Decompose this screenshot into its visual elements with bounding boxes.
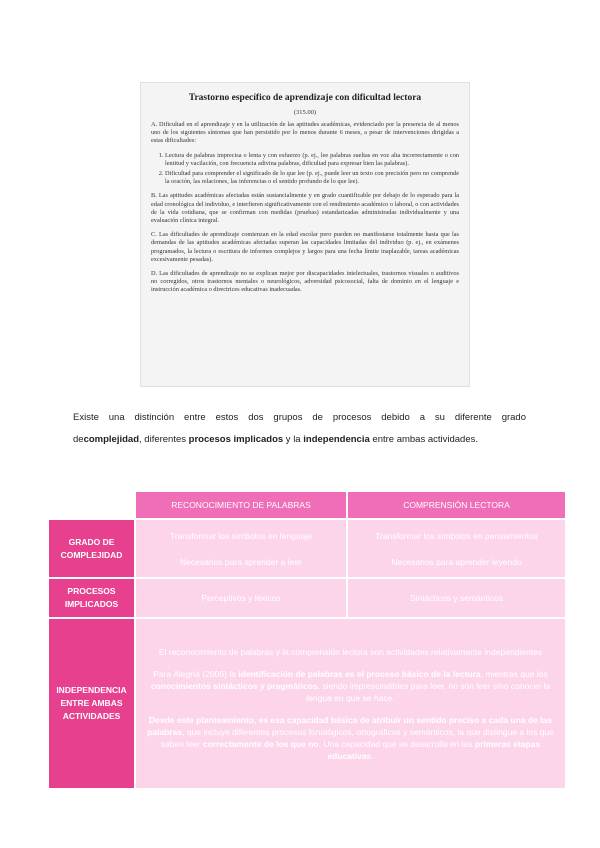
criterion-c: C. Las dificultades de aprendizaje comienzan en la edad escolar pero pueden no manifestarse totalmente hasta que las demandas de las aptitudes académicas afectadas superan las capacidades limitadas del individuo (p. ej., en exámenes programados, la lectura o escritura de informes complejos y largos para una fecha límite inaplazable, tareas académicas excesivamente pesadas).	[151, 231, 459, 263]
criterion-a-item-2: 2. Dificultad para comprender el significado de lo que lee (p. ej., puede leer un texto con precisión pero no comprende la oración, las relaciones, las inferencias o el sentido profundo de lo que lee).	[165, 170, 459, 186]
table-row	[49, 520, 565, 577]
intro-text-1: Existe una distinción entre estos dos grupos de procesos debido a su diferente grado de	[73, 412, 526, 445]
cell-complejidad-reconocimiento: Transformar los símbolos en lenguaje Necesarios para aprender a leer	[136, 520, 346, 577]
header-reconocimiento: RECONOCIMIENTO DE PALABRAS	[136, 492, 346, 518]
table-row	[49, 619, 565, 788]
independencia-p1: El reconocimiento de palabras y la comprensión lectora son actividades relativamente independientes	[158, 646, 543, 657]
cell-complejidad-comprension: Transformar los símbolos en pensamientos Necesarios para aprender leyendo	[348, 520, 565, 577]
cell-procesos-comprension: Sintácticos y semánticos	[348, 579, 565, 617]
criterion-d: D. Las dificultades de aprendizaje no se explican mejor por discapacidades intelectuales, trastornos visuales o auditivos no corregidos, otros trastornos mentales o neurológicos, adversidad psicosocial, falta de dominio en el lenguaje e instrucción académica o directrices educativas inadecuadas.	[151, 270, 459, 294]
row-header-complejidad: GRADO DE COMPLEJIDAD	[49, 520, 134, 577]
row-header-procesos: PROCESOS IMPLICADOS	[49, 579, 134, 617]
intro-bold-independencia: independencia	[303, 434, 370, 445]
header-comprension: COMPRENSIÓN LECTORA	[348, 492, 565, 518]
intro-bold-complejidad: complejidad	[83, 434, 140, 445]
cell-independencia	[136, 619, 565, 788]
table-corner	[49, 492, 134, 518]
scan-title: Trastorno específico de aprendizaje con dificultad lectora	[188, 93, 422, 103]
criterion-b: B. Las aptitudes académicas afectadas están sustancialmente y en grado cuantificable por debajo de lo esperado para la edad cronológica del individuo, e interfieren significativamente con el rendimiento académico o laboral, o con actividades de la vida cotidiana, que se confirman con medidas (pruebas) estandarizadas administradas individualmente y una evaluación clínica integral.	[151, 192, 459, 225]
intro-text-2: , diferentes	[139, 434, 187, 445]
criterion-a-item-1: 1. Lectura de palabras imprecisa o lenta y con esfuerzo (p. ej., lee palabras sueltas en voz alta incorrectamente o con lentitud y vacilación, con frecuencia adivina palabras, dificultad para expresar bien las palabras).	[165, 152, 459, 168]
independencia-p3: Desde este planteamiento, es esa capacidad básica de atribuir un sentido preciso a cada una de las palabras, que incluye diferentes procesos fonológicos, ortográficos y semánticos, la que distingue a los que saben leer correctamente de los que no. Una capacidad que se desarrolla en las primeras etapas educativas.	[147, 714, 554, 761]
comparison-table	[47, 490, 567, 790]
scan-code: (315.00)	[293, 109, 317, 116]
table-row	[49, 579, 565, 617]
cell-procesos-reconocimiento: Perceptivos y léxicos	[136, 579, 346, 617]
row-header-independencia: INDEPENDENCIA ENTRE AMBAS ACTIVIDADES	[49, 619, 134, 788]
criterion-a-list	[151, 152, 459, 187]
intro-paragraph	[73, 407, 526, 451]
dsm-criteria-scan	[140, 82, 470, 387]
intro-text-3: y la	[283, 434, 301, 445]
independencia-p2: Para Alegría (2006) la identificación de palabras es el proceso básico de la lectura, mientras que los conocimientos sintácticos y pragmáticos, siendo imprescindibles para leer, no son leer sino conocer la lengua en que se hace.	[150, 668, 551, 703]
criterion-a: A. Dificultad en el aprendizaje y en la utilización de las aptitudes académicas, evidenciado por la presencia de al menos uno de los siguientes síntomas que han persistido por lo menos durante 6 meses, a pesar de intervenciones dirigidas a estas dificultades:	[151, 121, 459, 145]
intro-bold-procesos: procesos implicados	[188, 434, 284, 445]
intro-text-4: entre ambas actividades.	[369, 434, 479, 445]
